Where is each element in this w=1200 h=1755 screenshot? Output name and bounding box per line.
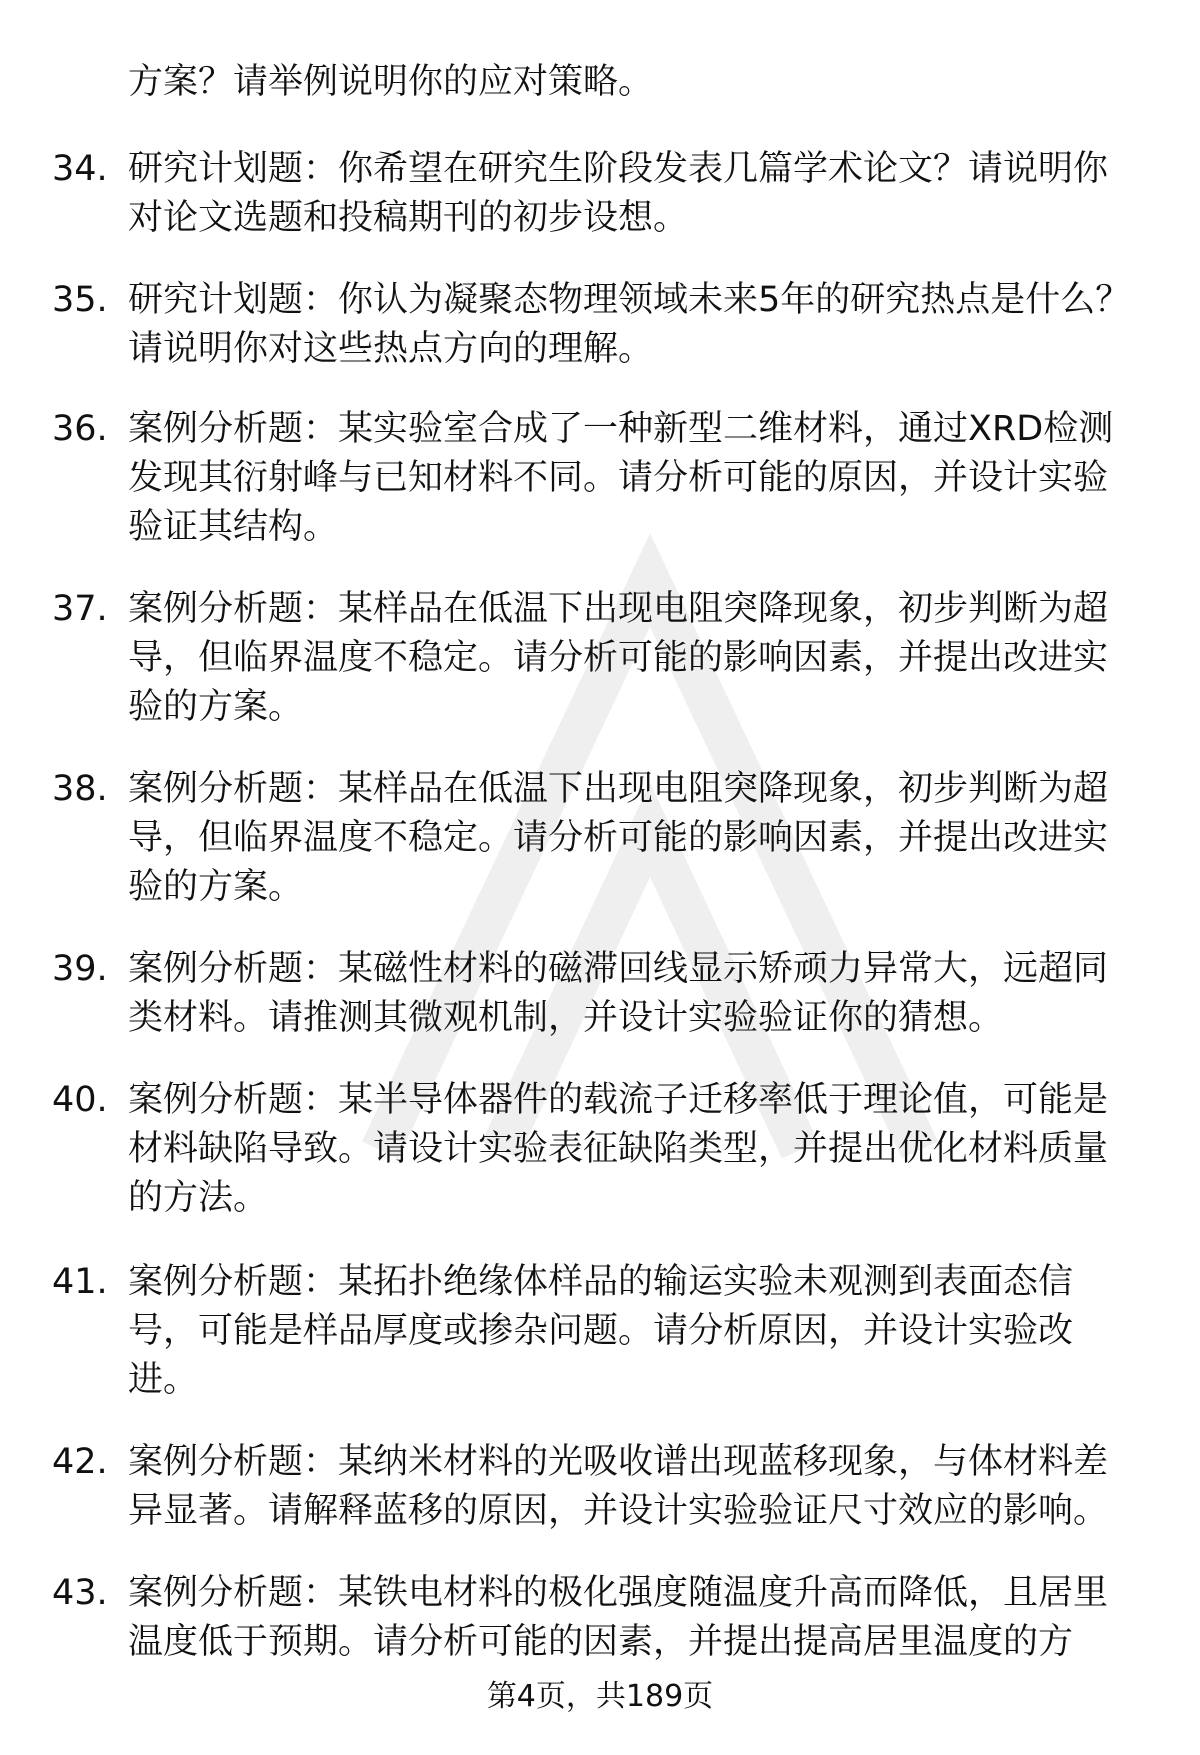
question-number: 34. — [52, 149, 108, 189]
question-text-line: 导，但临界温度不稳定。请分析可能的影响因素，并提出改进实 — [128, 818, 1109, 858]
question-number: 38. — [52, 769, 108, 809]
question-text-line: 进。 — [128, 1360, 199, 1400]
question-number: 42. — [52, 1442, 108, 1482]
question-text-line: 请说明你对这些热点方向的理解。 — [128, 329, 654, 369]
question-text-line: 案例分析题：某铁电材料的极化强度随温度升高而降低，且居里 — [128, 1573, 1109, 1613]
question-text-line: 材料缺陷导致。请设计实验表征缺陷类型，并提出优化材料质量 — [128, 1129, 1109, 1169]
question-text-line: 验的方案。 — [128, 867, 304, 907]
question-text-line: 的方法。 — [128, 1178, 269, 1218]
page-footer: 第4页，共189页 — [486, 1679, 714, 1714]
question-text-line: 案例分析题：某磁性材料的磁滞回线显示矫顽力异常大，远超同 — [128, 949, 1109, 989]
question-number: 36. — [52, 409, 108, 449]
question-text-line: 案例分析题：某纳米材料的光吸收谱出现蓝移现象，与体材料差 — [128, 1442, 1109, 1482]
question-number: 41. — [52, 1262, 108, 1302]
question-text-line: 温度低于预期。请分析可能的因素，并提出提高居里温度的方 — [128, 1622, 1074, 1662]
question-number: 39. — [52, 949, 108, 989]
question-text-line: 验的方案。 — [128, 687, 304, 727]
question-text-line: 案例分析题：某实验室合成了一种新型二维材料，通过XRD检测 — [128, 409, 1114, 449]
question-number: 35. — [52, 280, 108, 320]
question-text-line: 案例分析题：某半导体器件的载流子迁移率低于理论值，可能是 — [128, 1080, 1109, 1120]
question-number: 43. — [52, 1573, 108, 1613]
text-line: 方案？请举例说明你的应对策略。 — [128, 62, 654, 102]
question-text-line: 号，可能是样品厚度或掺杂问题。请分析原因，并设计实验改 — [128, 1311, 1074, 1351]
question-text-line: 研究计划题：你认为凝聚态物理领域未来5年的研究热点是什么？ — [128, 280, 1131, 320]
question-text-line: 类材料。请推测其微观机制，并设计实验验证你的猜想。 — [128, 998, 1004, 1038]
question-text-line: 验证其结构。 — [128, 507, 339, 547]
question-text-line: 案例分析题：某样品在低温下出现电阻突降现象，初步判断为超 — [128, 769, 1109, 809]
question-text-line: 研究计划题：你希望在研究生阶段发表几篇学术论文？请说明你 — [128, 149, 1109, 189]
question-text-line: 异显著。请解释蓝移的原因，并设计实验验证尺寸效应的影响。 — [128, 1491, 1109, 1531]
question-text-line: 案例分析题：某样品在低温下出现电阻突降现象，初步判断为超 — [128, 589, 1109, 629]
question-text-line: 导，但临界温度不稳定。请分析可能的影响因素，并提出改进实 — [128, 638, 1109, 678]
question-number: 40. — [52, 1080, 108, 1120]
question-text-line: 对论文选题和投稿期刊的初步设想。 — [128, 198, 689, 238]
question-text-line: 案例分析题：某拓扑绝缘体样品的输运实验未观测到表面态信 — [128, 1262, 1074, 1302]
question-text-line: 发现其衍射峰与已知材料不同。请分析可能的原因，并设计实验 — [128, 458, 1109, 498]
question-number: 37. — [52, 589, 108, 629]
